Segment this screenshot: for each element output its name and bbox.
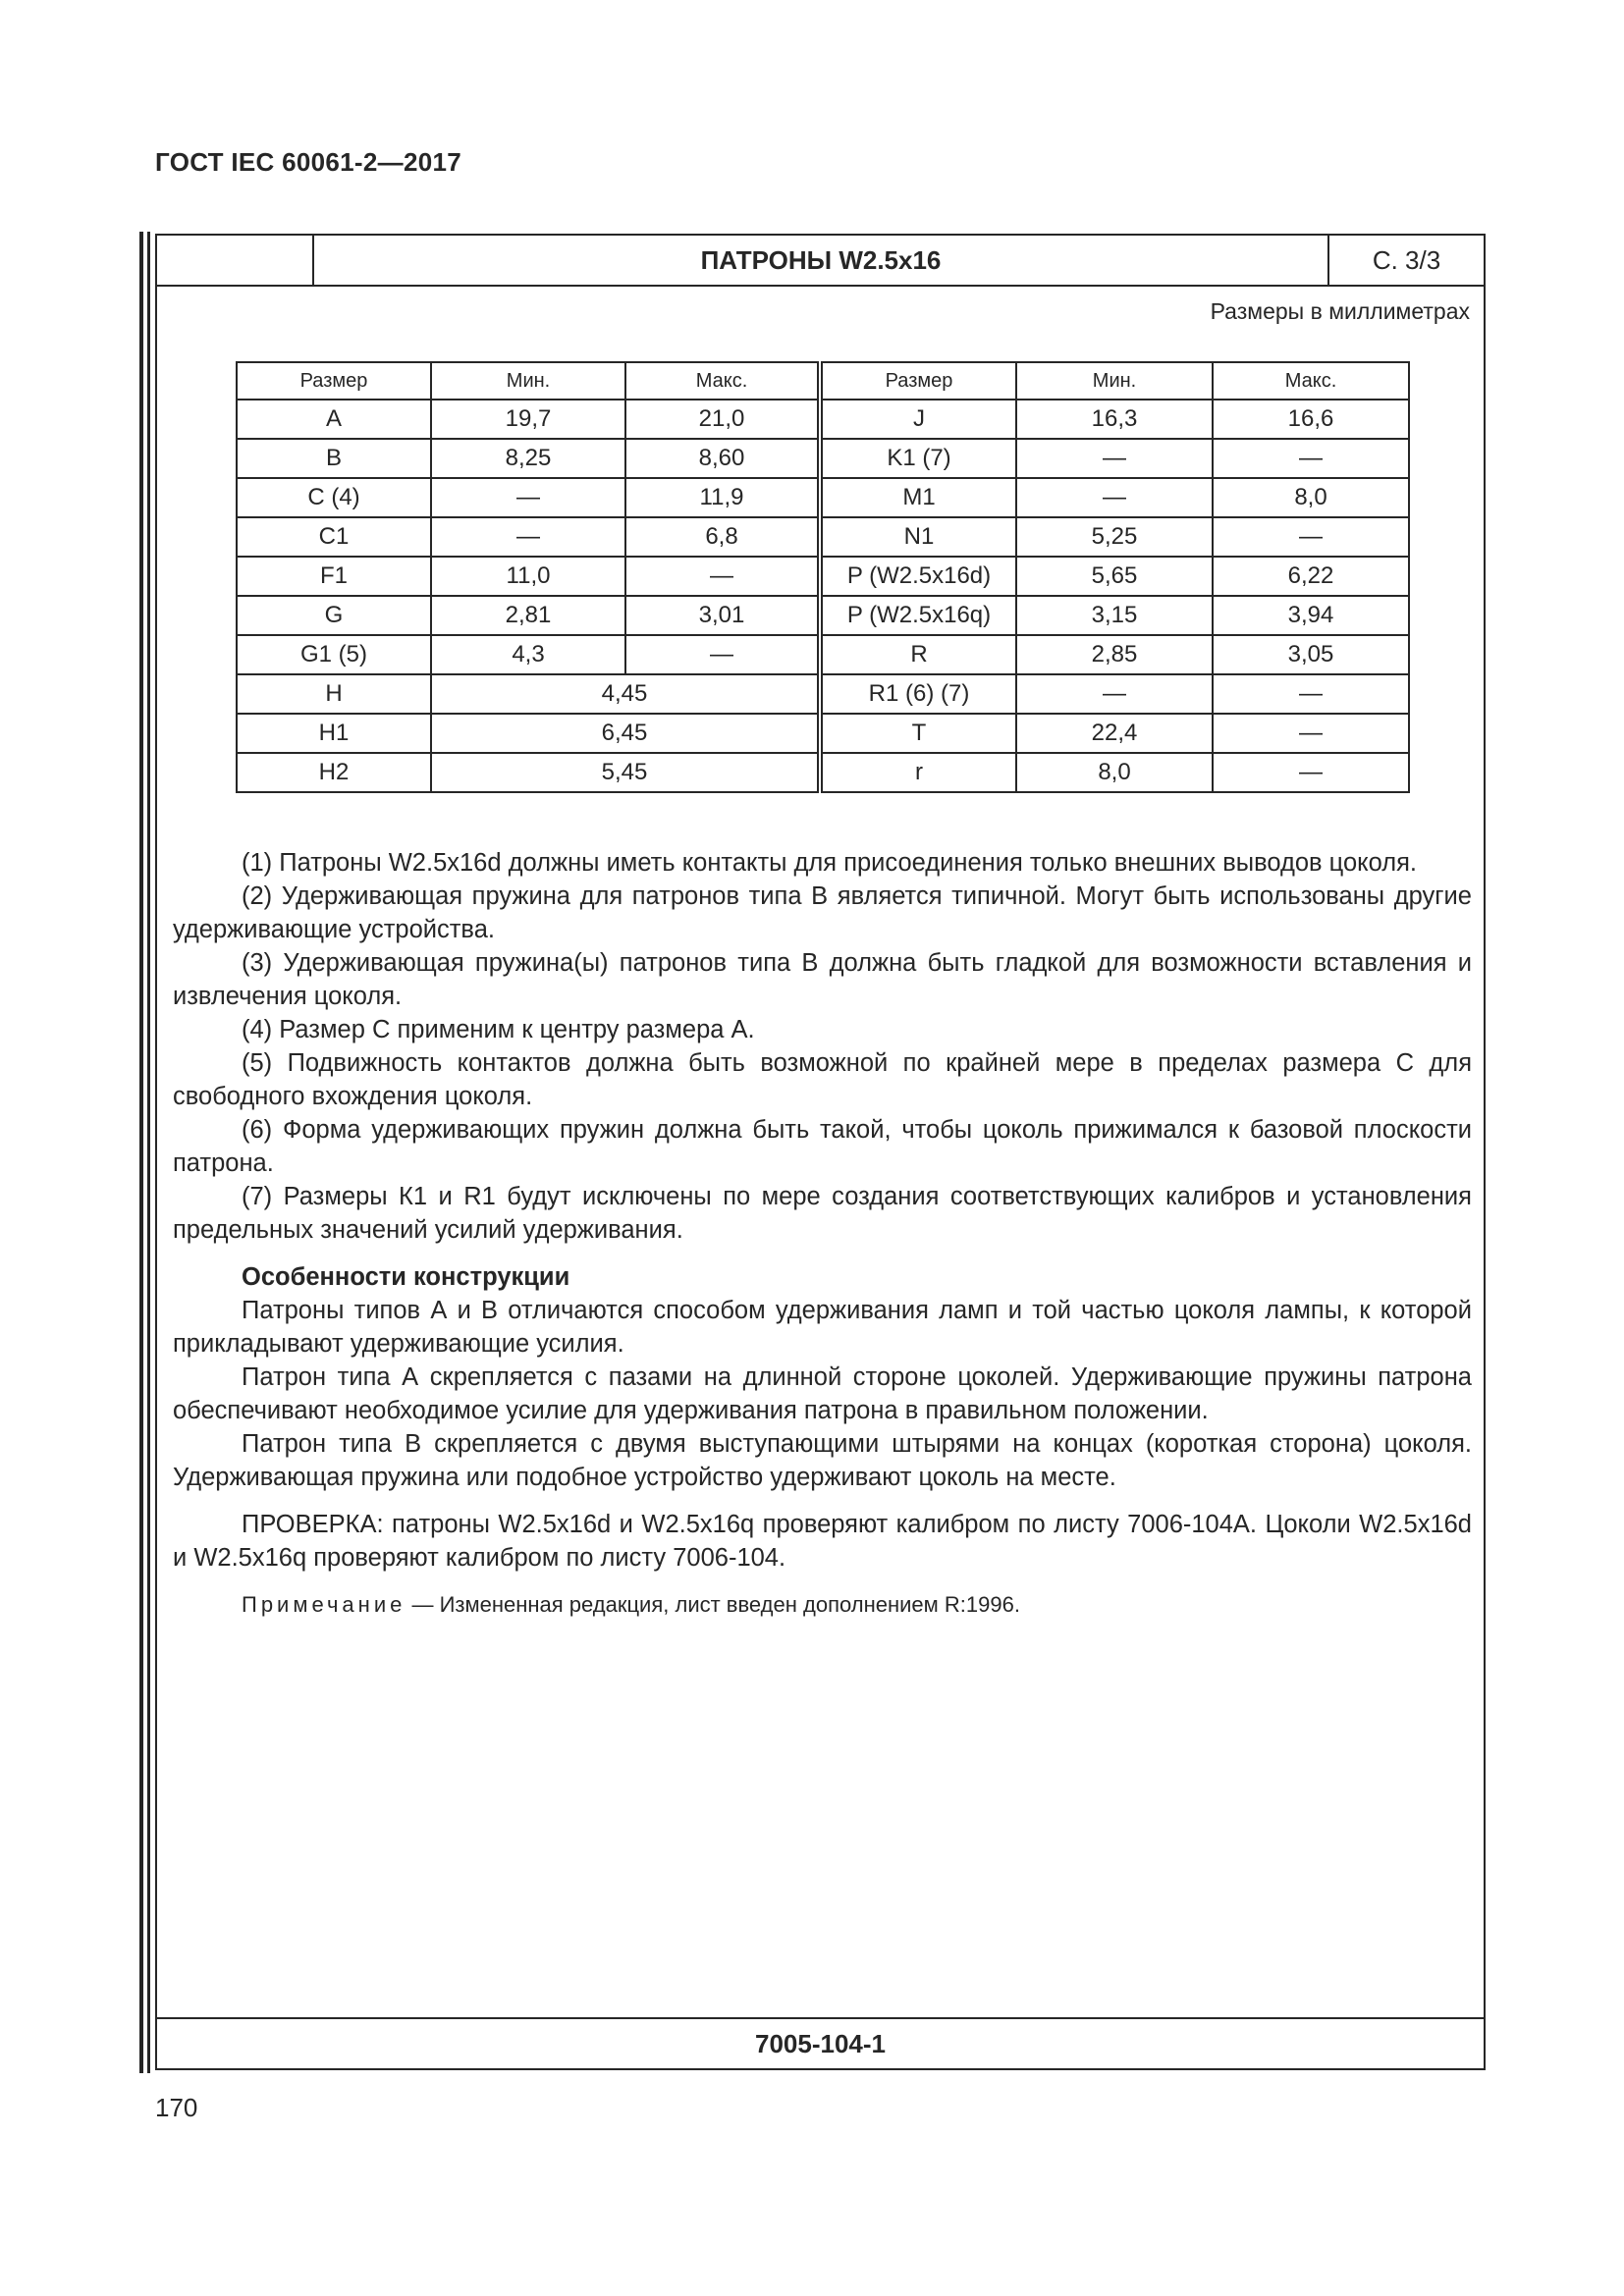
table-cell: P (W2.5x16d) <box>820 557 1016 596</box>
table-cell: — <box>1016 478 1213 517</box>
features-paragraph: Патрон типа А скрепляется с пазами на длинной стороне цоколей. Удерживающие пружины патрона обеспечивают необходимое усилие для удерживания патрона в правильном положении. <box>173 1363 1472 1424</box>
margin-rule <box>147 232 150 2073</box>
table-cell: — <box>1213 753 1409 792</box>
table-row <box>237 478 1409 517</box>
table-cell: 16,6 <box>1213 400 1409 439</box>
column-header: Размер <box>237 362 431 400</box>
table-cell: 8,0 <box>1016 753 1213 792</box>
table-cell: 3,94 <box>1213 596 1409 635</box>
table-cell: 22,4 <box>1016 714 1213 753</box>
table-cell: R <box>820 635 1016 674</box>
check-paragraph: ПРОВЕРКА: патроны W2.5x16d и W2.5x16q проверяют калибром по листу 7006-104A. Цоколи W2.5x16d и W2.5x16q проверяют калибром по листу 7006-104. <box>173 1511 1472 1572</box>
sheet-header <box>157 236 1484 287</box>
table-cell: T <box>820 714 1016 753</box>
table-cell: 8,60 <box>625 439 820 478</box>
table-row <box>237 635 1409 674</box>
table-cell: H1 <box>237 714 431 753</box>
table-cell: 3,05 <box>1213 635 1409 674</box>
dimensions-table <box>236 361 1410 793</box>
table-cell: 5,65 <box>1016 557 1213 596</box>
column-header: Размер <box>820 362 1016 400</box>
table-cell: 8,0 <box>1213 478 1409 517</box>
remark-label: Примечание <box>242 1592 406 1617</box>
table-row <box>237 753 1409 792</box>
table-row <box>237 674 1409 714</box>
table-cell: R1 (6) (7) <box>820 674 1016 714</box>
table-cell: — <box>1016 674 1213 714</box>
document-code: ГОСТ IEC 60061-2—2017 <box>155 147 461 177</box>
table-row <box>237 557 1409 596</box>
table-header-row <box>237 362 1409 400</box>
table-cell: K1 (7) <box>820 439 1016 478</box>
table-cell: 21,0 <box>625 400 820 439</box>
table-cell: 2,81 <box>431 596 625 635</box>
sheet-frame <box>155 234 1486 2070</box>
note-item: (5) Подвижность контактов должна быть возможной по крайней мере в пределах размера С для свободного вхождения цоколя. <box>173 1049 1472 1110</box>
table-cell: C1 <box>237 517 431 557</box>
note-item: (4) Размер С применим к центру размера А. <box>242 1016 755 1043</box>
table-cell: — <box>1016 439 1213 478</box>
table-cell: — <box>1213 714 1409 753</box>
table-cell: 11,0 <box>431 557 625 596</box>
table-cell: — <box>1213 517 1409 557</box>
note-item: (7) Размеры К1 и R1 будут исключены по мере создания соответствующих калибров и установления предельных значений усилий удерживания. <box>173 1183 1472 1244</box>
sheet-title: ПАТРОНЫ W2.5x16 <box>314 236 1329 285</box>
table-cell: 6,8 <box>625 517 820 557</box>
table-cell: 6,22 <box>1213 557 1409 596</box>
table-cell: — <box>431 478 625 517</box>
table-cell: G <box>237 596 431 635</box>
table-cell: C (4) <box>237 478 431 517</box>
remark <box>173 1588 1472 1622</box>
table-cell: 8,25 <box>431 439 625 478</box>
table-cell-merged: 5,45 <box>431 753 820 792</box>
table-cell: — <box>431 517 625 557</box>
table-row <box>237 439 1409 478</box>
table-cell: r <box>820 753 1016 792</box>
table-cell: 11,9 <box>625 478 820 517</box>
table-cell: J <box>820 400 1016 439</box>
table-cell: 16,3 <box>1016 400 1213 439</box>
table-cell: 2,85 <box>1016 635 1213 674</box>
table-cell: 19,7 <box>431 400 625 439</box>
table-row <box>237 596 1409 635</box>
table-cell: H <box>237 674 431 714</box>
table-cell: A <box>237 400 431 439</box>
note-item: (2) Удерживающая пружина для патронов типа B является типичной. Могут быть использованы другие удерживающие устройства. <box>173 882 1472 943</box>
features-heading: Особенности конструкции <box>242 1263 570 1291</box>
table-cell-merged: 4,45 <box>431 674 820 714</box>
table-cell: — <box>1213 439 1409 478</box>
header-empty-cell <box>157 236 314 285</box>
table-cell: — <box>625 557 820 596</box>
margin-rule <box>139 232 143 2073</box>
table-cell: 5,25 <box>1016 517 1213 557</box>
column-header: Мин. <box>1016 362 1213 400</box>
page-number: 170 <box>155 2093 198 2122</box>
table-cell: 3,01 <box>625 596 820 635</box>
table-cell: B <box>237 439 431 478</box>
table-cell: F1 <box>237 557 431 596</box>
table-cell: 3,15 <box>1016 596 1213 635</box>
sheet-footer-code: 7005-104-1 <box>157 2017 1484 2068</box>
column-header: Макс. <box>1213 362 1409 400</box>
table-cell: N1 <box>820 517 1016 557</box>
note-item: (1) Патроны W2.5x16d должны иметь контакты для присоединения только внешних выводов цоколя. <box>242 849 1417 877</box>
column-header: Мин. <box>431 362 625 400</box>
table-cell: P (W2.5x16q) <box>820 596 1016 635</box>
table-cell: — <box>1213 674 1409 714</box>
table-row <box>237 517 1409 557</box>
features-paragraph: Патрон типа В скрепляется с двумя выступающими штырями на концах (короткая сторона) цоколя. Удерживающая пружина или подобное устройство удерживают цоколь на месте. <box>173 1430 1472 1491</box>
table-cell-merged: 6,45 <box>431 714 820 753</box>
table-cell: — <box>625 635 820 674</box>
sheet-number: С. 3/3 <box>1372 244 1441 275</box>
table-row <box>237 714 1409 753</box>
table-cell: 4,3 <box>431 635 625 674</box>
column-header: Макс. <box>625 362 820 400</box>
remark-text: — Измененная редакция, лист введен дополнением R:1996. <box>406 1592 1020 1617</box>
table-cell: H2 <box>237 753 431 792</box>
features-paragraph: Патроны типов А и В отличаются способом удерживания ламп и той частью цоколя лампы, к которой прикладывают удерживающие усилия. <box>173 1297 1472 1358</box>
note-item: (6) Форма удерживающих пружин должна быть такой, чтобы цоколь прижимался к базовой плоскости патрона. <box>173 1116 1472 1177</box>
note-item: (3) Удерживающая пружина(ы) патронов типа B должна быть гладкой для возможности вставления и извлечения цоколя. <box>173 949 1472 1010</box>
table-cell: G1 (5) <box>237 635 431 674</box>
table-row <box>237 400 1409 439</box>
notes-section <box>173 846 1472 1622</box>
units-note: Размеры в миллиметрах <box>1210 298 1470 324</box>
table-cell: M1 <box>820 478 1016 517</box>
